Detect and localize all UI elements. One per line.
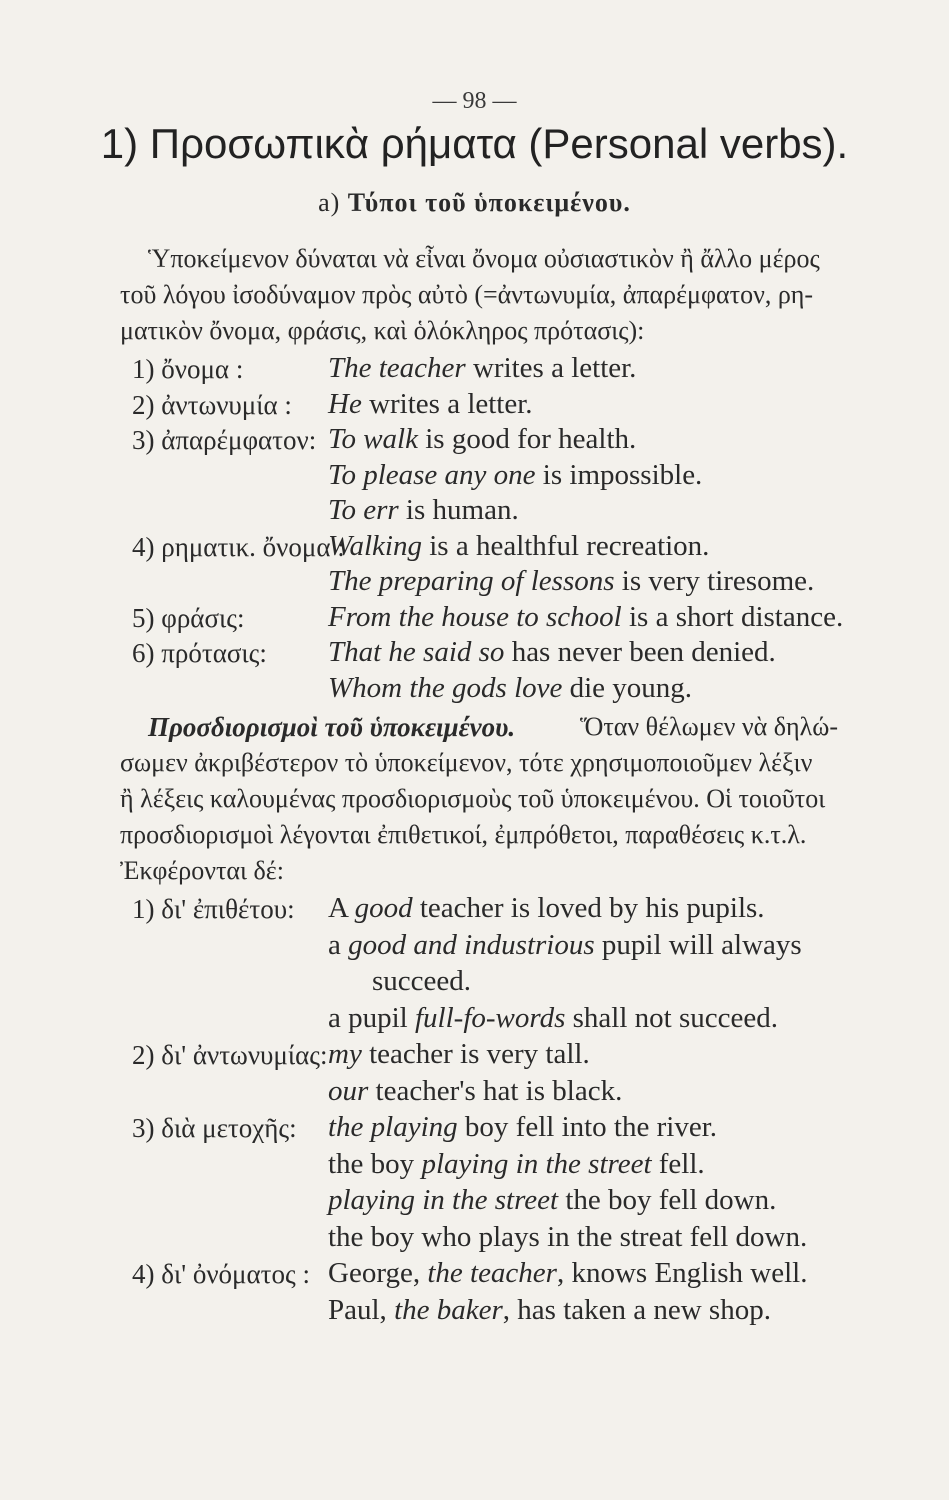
modifiers-heading: Προσδιορισμοὶ τοῦ ὑποκειμένου. xyxy=(148,712,516,742)
example-sentence xyxy=(328,892,765,925)
section-subtitle xyxy=(0,188,949,218)
italic-phrase: Walking xyxy=(328,529,422,562)
example-sentence xyxy=(328,1002,778,1035)
plain-phrase: , knows English well. xyxy=(556,1257,808,1289)
italic-phrase: good xyxy=(354,892,413,924)
plain-phrase: is a healthful recreation. xyxy=(421,529,710,562)
example-label: 2) δι' ἀντωνυμίας: xyxy=(132,1040,328,1070)
plain-phrase: has never been denied. xyxy=(504,636,776,668)
plain-phrase: Paul, xyxy=(328,1293,395,1326)
italic-phrase: That he said so xyxy=(328,636,505,668)
example-sentence xyxy=(328,1075,622,1108)
plain-phrase: pupil will always xyxy=(594,928,802,961)
example-sentence xyxy=(328,672,692,705)
italic-phrase: From the house to school xyxy=(328,600,622,633)
example-sentence xyxy=(328,929,802,962)
example-sentence xyxy=(328,1111,717,1144)
italic-phrase: full-fo-words xyxy=(415,1001,566,1034)
example-sentence xyxy=(328,1038,590,1071)
plain-phrase: writes a letter. xyxy=(465,352,637,384)
plain-phrase: is very tiresome. xyxy=(614,565,815,597)
modifiers-intro-line: προσδιορισμοὶ λέγονται ἐπιθετικοί, ἐμπρόθετοι, παραθέσεις κ.τ.λ. xyxy=(120,820,807,849)
subtitle-text: Τύποι τοῦ ὑποκειμένου. xyxy=(347,188,631,217)
intro-line: ματικὸν ὄνομα, φράσις, καὶ ὁλόκληρος πρότασις): xyxy=(120,316,645,345)
italic-phrase: our xyxy=(328,1074,369,1107)
example-label: 4) ρηματικ. ὄνομα : xyxy=(132,531,345,562)
example-sentence xyxy=(328,1148,705,1181)
italic-phrase: good and industrious xyxy=(348,928,595,961)
example-sentence xyxy=(328,601,843,634)
example-label: 4) δι' ὀνόματος : xyxy=(132,1259,310,1289)
plain-phrase: the boy who plays in the streat fell down. xyxy=(328,1220,808,1253)
italic-phrase: the baker xyxy=(394,1293,503,1326)
plain-phrase: die young. xyxy=(562,671,693,704)
italic-phrase: To walk xyxy=(328,423,418,455)
plain-phrase: is human. xyxy=(398,494,519,526)
modifiers-intro-line: Ὅταν θέλωμεν νὰ δηλώ- xyxy=(580,712,838,741)
plain-phrase: is good for health. xyxy=(418,423,637,455)
example-sentence xyxy=(372,965,471,998)
example-sentence xyxy=(328,1294,771,1327)
plain-phrase: teacher is very tall. xyxy=(361,1038,590,1070)
plain-phrase: the boy xyxy=(328,1147,422,1180)
italic-phrase: playing in the street xyxy=(421,1147,652,1180)
plain-phrase: fell. xyxy=(651,1147,705,1180)
example-sentence xyxy=(328,1184,776,1217)
example-label: 6) πρότασις: xyxy=(132,638,267,668)
example-sentence xyxy=(328,530,709,563)
modifiers-intro-line: ἢ λέξεις καλουμένας προσδιορισμοὺς τοῦ ὑποκειμένου. Οἱ τοιοῦτοι xyxy=(120,784,826,813)
example-sentence xyxy=(328,636,776,669)
plain-phrase: the boy fell down. xyxy=(558,1184,777,1216)
example-label: 1) δι' ἐπιθέτου: xyxy=(132,894,295,924)
plain-phrase: George, xyxy=(328,1257,428,1289)
plain-phrase: shall not succeed. xyxy=(565,1001,778,1034)
plain-phrase: a xyxy=(328,928,349,961)
page-number: — 98 — xyxy=(432,88,517,114)
plain-phrase: A xyxy=(328,892,355,924)
plain-phrase: teacher's hat is black. xyxy=(368,1074,623,1107)
plain-phrase: writes a letter. xyxy=(361,387,533,420)
example-sentence xyxy=(328,388,533,421)
modifiers-intro-line: Ἐκφέρονται δέ: xyxy=(120,856,284,885)
plain-phrase: a pupil xyxy=(328,1001,415,1034)
plain-phrase: teacher is loved by his pupils. xyxy=(412,892,765,924)
subtitle-prefix: a) xyxy=(318,188,341,217)
plain-phrase: , has taken a new shop. xyxy=(502,1293,771,1326)
page-title: 1) Προσωπικὰ ρήματα (Personal verbs). xyxy=(100,120,849,167)
example-label: 1) ὄνομα : xyxy=(132,354,244,384)
plain-phrase: is impossible. xyxy=(535,458,703,491)
italic-phrase: To please any one xyxy=(328,458,536,491)
italic-phrase: my xyxy=(328,1038,362,1070)
example-sentence xyxy=(328,565,814,598)
plain-phrase: succeed. xyxy=(372,965,472,997)
italic-phrase: He xyxy=(328,387,362,420)
example-sentence xyxy=(328,459,702,492)
italic-phrase: To err xyxy=(328,494,399,526)
italic-phrase: Whom the gods love xyxy=(328,671,563,704)
example-sentence xyxy=(328,1257,808,1290)
example-label: 3) διὰ μετοχῆς: xyxy=(132,1113,297,1143)
intro-line: Ὑποκείμενον δύναται νὰ εἶναι ὄνομα οὐσιαστικὸν ἢ ἄλλο μέρος xyxy=(148,244,820,273)
example-label: 5) φράσις: xyxy=(132,602,245,633)
example-label: 3) ἀπαρέμφατον: xyxy=(132,425,317,455)
example-sentence xyxy=(328,423,636,456)
plain-phrase: boy fell into the river. xyxy=(457,1111,718,1143)
intro-line: τοῦ λόγου ἰσοδύναμον πρὸς αὐτὸ (=ἀντωνυμία, ἀπαρέμφατον, ρη- xyxy=(120,280,814,309)
example-sentence xyxy=(328,352,636,385)
italic-phrase: the teacher xyxy=(427,1257,557,1289)
modifiers-intro-line: σωμεν ἀκριβέστερον τὸ ὑποκείμενον, τότε χρησιμοποιοῦμεν λέξιν xyxy=(120,748,813,777)
italic-phrase: playing in the street xyxy=(328,1184,559,1216)
italic-phrase: the playing xyxy=(328,1111,458,1143)
plain-phrase: is a short distance. xyxy=(621,600,844,633)
example-sentence xyxy=(328,1221,807,1254)
italic-phrase: The preparing of lessons xyxy=(328,565,615,597)
example-label: 2) ἀντωνυμία : xyxy=(132,389,292,420)
example-sentence xyxy=(328,494,519,527)
italic-phrase: The teacher xyxy=(328,352,466,384)
